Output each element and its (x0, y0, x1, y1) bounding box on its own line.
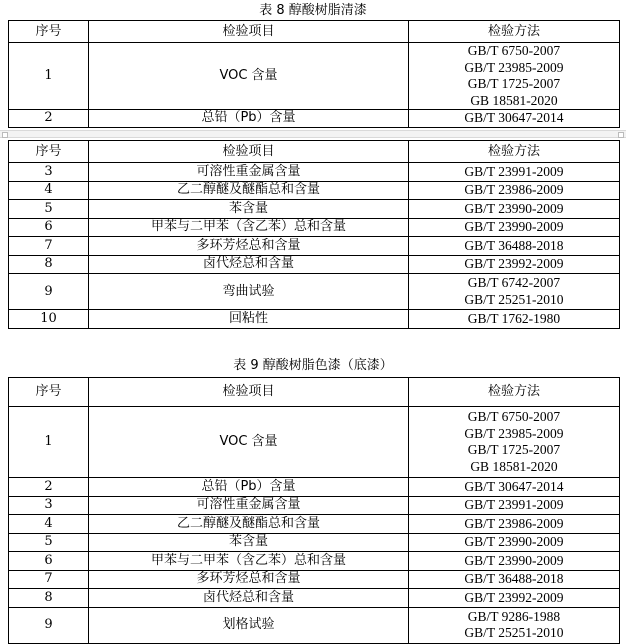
test-item: 乙二醇醚及醚酯总和含量 (89, 181, 409, 200)
header-no: 序号 (9, 21, 89, 43)
header-method: 检验方法 (409, 141, 620, 163)
method-standard: GB/T 6750-2007 (467, 43, 561, 58)
table8-part1 (8, 20, 620, 128)
test-method (409, 237, 620, 256)
table-row (9, 407, 620, 478)
test-method (409, 407, 620, 478)
method-standard: GB/T 23985-2009 (464, 425, 564, 441)
test-item: VOC 含量 (89, 407, 409, 478)
method-standard: GB/T 23986-2009 (464, 515, 564, 531)
test-item: 卤代烃总和含量 (89, 589, 409, 608)
test-method (409, 200, 620, 219)
test-method (409, 163, 620, 182)
page-break-separator (0, 130, 626, 138)
row-number: 4 (9, 515, 89, 534)
test-method (409, 218, 620, 237)
table9 (8, 377, 620, 644)
test-method (409, 570, 620, 589)
test-item: VOC 含量 (89, 43, 409, 110)
table-row (9, 274, 620, 310)
test-method (409, 478, 620, 497)
row-number: 7 (9, 570, 89, 589)
method-standard: GB/T 23986-2009 (464, 182, 564, 197)
method-standard: GB/T 1725-2007 (467, 76, 561, 91)
method-standard: GB/T 6750-2007 (467, 409, 561, 424)
test-item: 可溶性重金属含量 (89, 163, 409, 182)
table-row (9, 237, 620, 256)
method-standard: GB/T 25251-2010 (464, 625, 564, 640)
method-standard: GB/T 23990-2009 (464, 200, 564, 216)
table-row (9, 589, 620, 608)
method-standard: GB/T 36488-2018 (464, 571, 564, 586)
row-number: 8 (9, 255, 89, 274)
method-standard: GB/T 36488-2018 (464, 237, 564, 253)
row-number: 6 (9, 218, 89, 237)
test-method (409, 274, 620, 310)
method-standard: GB/T 23990-2009 (464, 552, 564, 568)
test-item: 甲苯与二甲苯（含乙苯）总和含量 (89, 218, 409, 237)
test-method (409, 110, 620, 128)
table9-caption: 表 9 醇酸树脂色漆（底漆） (233, 358, 393, 373)
table-row (9, 478, 620, 497)
test-method (409, 552, 620, 571)
table-row (9, 200, 620, 219)
test-item: 卤代烃总和含量 (89, 255, 409, 274)
test-item: 苯含量 (89, 533, 409, 552)
method-standard: GB/T 23992-2009 (464, 589, 564, 605)
row-number: 1 (9, 43, 89, 110)
test-method (409, 533, 620, 552)
header-method: 检验方法 (409, 21, 620, 43)
table-row (9, 496, 620, 515)
table-header-row (9, 21, 620, 43)
method-standard: GB/T 23992-2009 (464, 256, 564, 271)
row-number: 6 (9, 552, 89, 571)
page-break-marker-right (618, 132, 624, 138)
test-method (409, 607, 620, 643)
row-number: 9 (9, 274, 89, 310)
row-number: 3 (9, 496, 89, 515)
table-row (9, 255, 620, 274)
table8-part2 (8, 140, 620, 329)
table-row (9, 552, 620, 571)
table-header-row (9, 141, 620, 163)
test-method (409, 310, 620, 329)
test-item: 弯曲试验 (89, 274, 409, 310)
test-item: 甲苯与二甲苯（含乙苯）总和含量 (89, 552, 409, 571)
method-standard: GB/T 1725-2007 (467, 442, 561, 457)
test-item: 多环芳烃总和含量 (89, 237, 409, 256)
test-item: 苯含量 (89, 200, 409, 219)
test-method (409, 515, 620, 534)
table-row (9, 515, 620, 534)
test-item: 可溶性重金属含量 (89, 496, 409, 515)
method-standard: GB/T 23990-2009 (464, 534, 564, 549)
table-header-row (9, 378, 620, 407)
test-method (409, 43, 620, 110)
row-number: 10 (9, 310, 89, 329)
table-row (9, 163, 620, 182)
header-method: 检验方法 (409, 378, 620, 407)
test-item: 划格试验 (89, 607, 409, 643)
test-method (409, 496, 620, 515)
row-number: 7 (9, 237, 89, 256)
page-break-marker-left (2, 132, 8, 138)
method-standard: GB 18581-2020 (470, 92, 558, 108)
test-method (409, 589, 620, 608)
method-standard: GB/T 9286-1988 (467, 608, 561, 624)
table-row (9, 181, 620, 200)
row-number: 4 (9, 181, 89, 200)
header-item: 检验项目 (89, 141, 409, 163)
test-item: 乙二醇醚及醚酯总和含量 (89, 515, 409, 534)
table8-caption: 表 8 醇酸树脂清漆 (259, 3, 367, 18)
row-number: 1 (9, 407, 89, 478)
test-method (409, 255, 620, 274)
row-number: 2 (9, 478, 89, 497)
test-item: 总铅（Pb）含量 (89, 478, 409, 497)
test-item: 总铅（Pb）含量 (89, 110, 409, 128)
method-standard: GB/T 23991-2009 (464, 163, 564, 179)
table-row (9, 218, 620, 237)
row-number: 5 (9, 533, 89, 552)
test-method (409, 181, 620, 200)
row-number: 3 (9, 163, 89, 182)
table-row (9, 43, 620, 110)
method-standard: GB/T 23985-2009 (464, 59, 564, 75)
table-row (9, 533, 620, 552)
method-standard: GB/T 6742-2007 (467, 275, 561, 290)
header-no: 序号 (9, 378, 89, 407)
table-row (9, 570, 620, 589)
method-standard: GB/T 1762-1980 (467, 310, 561, 326)
method-standard: GB/T 30647-2014 (464, 110, 564, 125)
header-item: 检验项目 (89, 378, 409, 407)
method-standard: GB/T 30647-2014 (464, 478, 564, 494)
table-row (9, 110, 620, 128)
method-standard: GB 18581-2020 (470, 458, 558, 474)
row-number: 5 (9, 200, 89, 219)
method-standard: GB/T 23990-2009 (464, 219, 564, 234)
table-row (9, 310, 620, 329)
row-number: 8 (9, 589, 89, 608)
row-number: 2 (9, 110, 89, 128)
header-no: 序号 (9, 141, 89, 163)
header-item: 检验项目 (89, 21, 409, 43)
test-item: 回粘性 (89, 310, 409, 329)
test-item: 多环芳烃总和含量 (89, 570, 409, 589)
row-number: 9 (9, 607, 89, 643)
table-row (9, 607, 620, 643)
method-standard: GB/T 23991-2009 (464, 497, 564, 512)
method-standard: GB/T 25251-2010 (464, 291, 564, 307)
